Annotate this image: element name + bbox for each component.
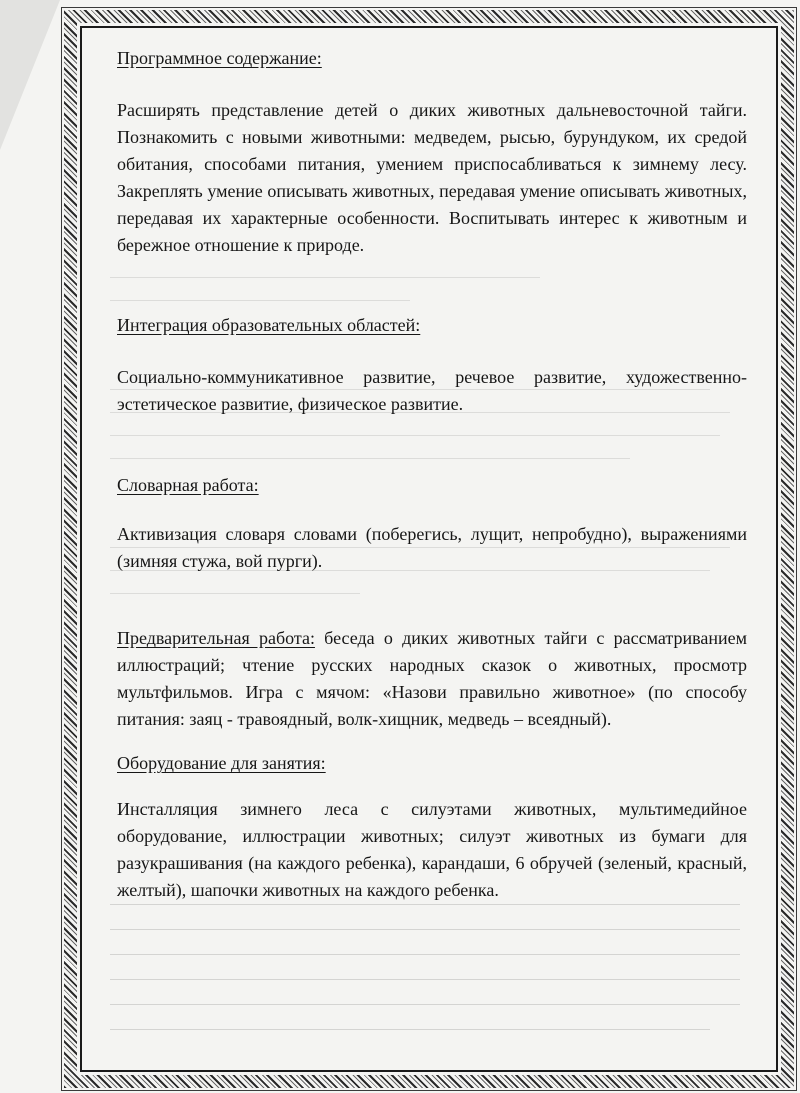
integration-heading: Интеграция образовательных областей: <box>117 315 421 335</box>
preliminary-paragraph <box>117 625 747 733</box>
preliminary-heading: Предварительная работа: <box>117 628 315 648</box>
integration-text: Социально-коммуникативное развитие, речевое развитие, художественно-эстетическое развитие, физическое развитие. <box>117 367 747 414</box>
vocabulary-text: Активизация словаря словами (поберегись, лущит, непробудно), выражениями (зимняя стужа, вой пурги). <box>117 524 747 571</box>
program-content-heading: Программное содержание: <box>117 48 322 68</box>
program-content-text: Расширять представление детей о диких животных дальневосточной тайги. Познакомить с новыми животными: медведем, рысью, бурундуком, их средой обитания, способами питания, умением приспосабливаться к зимнему лесу. Закреплять умение описывать животных, передавая умение описывать животных, передавая их характерные особенности. Воспитывать интерес к животным и бережное отношение к природе. <box>117 100 747 255</box>
page-content <box>117 48 747 904</box>
preliminary-text: беседа о диких животных тайги с рассматриванием иллюстраций; чтение русских народных сказок о животных, просмотр мультфильмов. Игра с мячом: «Назови правильно животное» (по способу питания: заяц - травоядный, волк-хищник, медведь – всеядный). <box>117 628 747 729</box>
equipment-heading: Оборудование для занятия: <box>117 753 326 773</box>
vocabulary-heading: Словарная работа: <box>117 475 259 495</box>
folded-corner <box>0 0 60 150</box>
equipment-text: Инсталляция зимнего леса с силуэтами животных, мультимедийное оборудование, иллюстрации животных; силуэт животных из бумаги для разукрашивания (на каждого ребенка), карандаши, 6 обручей (зеленый, красный, желтый), шапочки животных на каждого ребенка. <box>117 799 747 900</box>
